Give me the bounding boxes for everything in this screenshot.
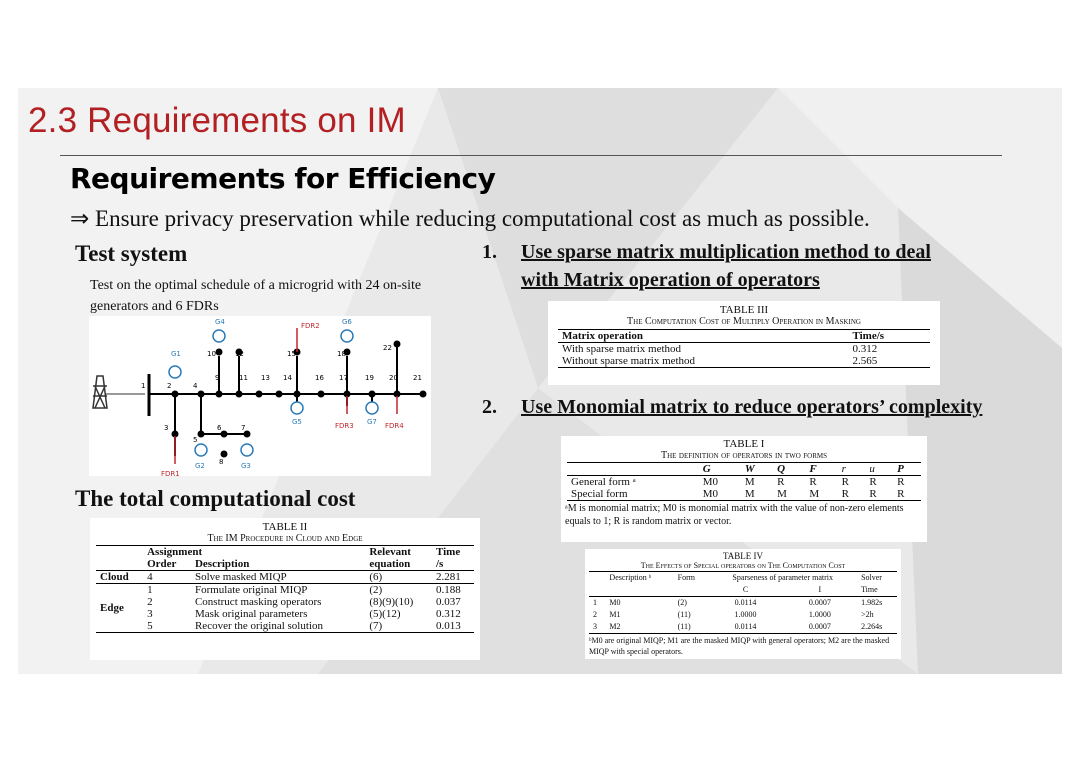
table-cell: Recover the original solution: [194, 620, 323, 632]
goal-statement: ⇒ Ensure privacy preservation while reducing computational cost as much as possible.: [70, 206, 870, 231]
table-cell: 0.037: [435, 596, 461, 608]
table-ii-group-cloud: Cloud: [100, 571, 129, 583]
table-cell: M: [744, 488, 755, 500]
node-label-21: 21: [413, 374, 422, 382]
feeder-label-fdr4: FDR4: [385, 422, 404, 430]
table-iv-header-form: Form: [677, 573, 695, 582]
table-cell: 2.565: [852, 355, 878, 367]
table-iv: [585, 549, 901, 659]
table-ii-header-relevant: Relevant: [369, 546, 411, 558]
table-cell: R: [777, 476, 785, 488]
table-cell: 1.0000: [808, 610, 831, 619]
node-label-14: 14: [283, 374, 292, 382]
test-system-heading: Test system: [75, 241, 188, 266]
table-ii-header-time: Time: [435, 546, 461, 558]
table-cell: M: [744, 476, 755, 488]
table-i-header-r: r: [841, 463, 846, 475]
table-row: [567, 476, 921, 489]
table-iii-grid: [558, 329, 930, 368]
table-ii-title: The IM Procedure in Cloud and Edge: [207, 533, 363, 544]
table-cell: Without sparse matrix method: [562, 355, 696, 367]
table-ii-header-assignment: Assignment: [147, 546, 203, 558]
method-1-text-line2: with Matrix operation of operators: [521, 269, 820, 291]
total-cost-heading: The total computational cost: [75, 486, 356, 511]
table-cell: Formulate original MIQP: [194, 584, 308, 596]
table-i-title: The definition of operators in two forms: [660, 450, 828, 461]
bus-nodes: [172, 341, 427, 458]
table-i-header-w: W: [744, 463, 755, 475]
table-iv-title: The Effects of Special operators on The Computation Cost: [640, 561, 846, 570]
node-label-15: 15: [287, 350, 296, 358]
table-cell: 2: [147, 596, 153, 608]
table-iii-header-operation: Matrix operation: [562, 330, 643, 342]
table-cell: Construct masking operators: [194, 596, 322, 608]
node-label-18: 18: [337, 350, 346, 358]
gen-label-g3: G3: [241, 462, 251, 470]
table-row: [589, 609, 897, 621]
node-label-5: 5: [193, 436, 198, 444]
table-iv-subheader-i: I: [818, 585, 822, 594]
table-iv-header-description: Description ᵇ: [609, 573, 652, 582]
table-i-caption: TABLE I: [723, 438, 765, 450]
table-i-header-u: u: [869, 463, 875, 475]
slide-title: 2.3 Requirements on IM: [28, 101, 406, 140]
feeder-arrows: [175, 328, 397, 464]
table-cell: Special form: [571, 488, 628, 500]
table-row: [589, 621, 897, 634]
table-cell: M0: [702, 476, 719, 488]
table-cell: R: [869, 476, 877, 488]
table-iv-grid: [589, 571, 897, 634]
table-cell: 0.0114: [734, 622, 757, 631]
node-label-7: 7: [241, 424, 246, 432]
node-label-22: 22: [383, 344, 392, 352]
table-cell: 5: [147, 620, 153, 632]
table-cell: 1.982s: [861, 598, 883, 607]
table-i-header-q: Q: [777, 463, 786, 475]
table-cell: R: [809, 476, 817, 488]
table-cell: 1: [593, 598, 597, 607]
gen-label-g4: G4: [215, 318, 225, 326]
table-cell: 2.281: [435, 571, 461, 583]
table-i-header-p: P: [897, 463, 904, 475]
gen-label-g2: G2: [195, 462, 205, 470]
table-cell: 0.312: [852, 343, 878, 355]
node-label-9: 9: [215, 374, 220, 382]
table-cell: 0.013: [435, 620, 461, 632]
table-cell: (5)(12): [369, 608, 401, 620]
method-2-text: Use Monomial matrix to reduce operators’ complexity: [521, 396, 983, 418]
section-subtitle: Requirements for Efficiency: [70, 162, 496, 195]
gen-label-g7: G7: [367, 418, 377, 426]
table-iii-title: The Computation Cost of Multiply Operation in Masking: [627, 316, 861, 327]
table-iv-header-sparseness: Sparseness of parameter matrix: [732, 573, 834, 582]
table-row: [567, 488, 921, 501]
microgrid-diagram: [89, 316, 431, 476]
slide-background: [18, 88, 1062, 674]
table-cell: 1: [147, 584, 153, 596]
table-cell: (2): [369, 584, 383, 596]
table-cell: 3: [147, 608, 153, 620]
table-ii: [90, 518, 480, 660]
table-iv-header-index: [589, 572, 605, 585]
method-2-number: 2.: [482, 396, 497, 418]
node-label-16: 16: [315, 374, 324, 382]
table-i-note: ᵃM is monomial matrix; M0 is monomial matrix with the value of non-zero elements equals to 1; R is random matrix or vector.: [565, 503, 904, 527]
table-cell: M1: [609, 610, 621, 619]
table-i-header-f: F: [809, 463, 817, 475]
table-row: [96, 596, 474, 608]
table-cell: 1.0000: [734, 610, 757, 619]
table-iv-caption: TABLE IV: [722, 551, 764, 561]
substation-icon: [93, 376, 107, 408]
table-cell: (8)(9)(10): [369, 596, 414, 608]
gen-label-g5: G5: [292, 418, 302, 426]
test-system-description: Test on the optimal schedule of a microgrid with 24 on-site generators and 6 FDRs: [90, 278, 422, 314]
method-1-text-line1: Use sparse matrix multiplication method to deal: [521, 241, 931, 263]
table-cell: With sparse matrix method: [562, 343, 682, 355]
title-divider: [60, 155, 1002, 156]
node-label-17: 17: [339, 374, 348, 382]
table-iii: [548, 301, 940, 385]
table-cell: M0: [702, 488, 719, 500]
method-1-line1: [521, 241, 931, 264]
table-cell: R: [841, 476, 849, 488]
table-cell: Mask original parameters: [194, 608, 308, 620]
table-ii-grid: [96, 545, 474, 633]
table-ii-header-equation: equation: [369, 558, 411, 570]
table-cell: >2h: [861, 610, 874, 619]
node-label-1: 1: [141, 382, 146, 390]
node-label-3: 3: [164, 424, 169, 432]
table-iii-caption: TABLE III: [719, 304, 769, 316]
feeder-label-fdr1: FDR1: [161, 470, 180, 476]
table-cell: (2): [677, 598, 687, 607]
table-cell: R: [897, 476, 905, 488]
node-label-6: 6: [217, 424, 222, 432]
table-ii-header-unit: /s: [435, 558, 444, 570]
table-cell: M2: [609, 622, 621, 631]
gen-label-g1: G1: [171, 350, 181, 358]
table-cell: (6): [369, 571, 383, 583]
microgrid-svg: [89, 316, 431, 476]
table-cell: R: [869, 488, 877, 500]
table-iv-subheader-c: C: [742, 585, 749, 594]
table-cell: 3: [593, 622, 597, 631]
table-cell: 2.264s: [861, 622, 883, 631]
node-label-19: 19: [365, 374, 374, 382]
table-row: [558, 343, 930, 356]
table-cell: 2: [593, 610, 597, 619]
table-iv-header-solver: Solver: [861, 573, 882, 582]
table-cell: M: [777, 488, 787, 500]
node-label-11: 11: [239, 374, 248, 382]
method-1-number: 1.: [482, 241, 497, 263]
table-row: [589, 597, 897, 610]
table-row: [558, 355, 930, 368]
table-cell: R: [841, 488, 849, 500]
table-iii-header-time: Time/s: [852, 330, 885, 342]
table-ii-header-order: Order: [147, 558, 177, 570]
table-i-header-blank: [567, 463, 699, 476]
table-i-grid: [567, 462, 921, 501]
table-cell: (11): [677, 610, 691, 619]
table-row: [96, 608, 474, 620]
method-1-line2: [521, 269, 820, 292]
feeder-label-fdr3: FDR3: [335, 422, 354, 430]
table-row: [96, 571, 474, 584]
table-cell: 0.0007: [808, 598, 831, 607]
table-iv-subheader-time: Time: [861, 585, 878, 594]
table-cell: Solve masked MIQP: [194, 571, 287, 583]
table-cell: 0.0007: [808, 622, 831, 631]
method-2-line1: [521, 396, 982, 419]
table-cell: (11): [677, 622, 691, 631]
table-cell: General form ᵃ: [571, 476, 636, 488]
table-cell: 0.312: [435, 608, 461, 620]
table-cell: R: [897, 488, 905, 500]
feeder-label-fdr2: FDR2: [301, 322, 320, 330]
table-cell: 4: [147, 571, 153, 583]
table-i: [561, 436, 927, 542]
table-cell: (7): [369, 620, 383, 632]
node-label-10: 10: [207, 350, 216, 358]
node-label-13: 13: [261, 374, 270, 382]
table-i-header-g: G: [702, 463, 711, 475]
table-cell: 0.188: [435, 584, 461, 596]
table-ii-header-description: Description: [194, 558, 250, 570]
node-label-20: 20: [389, 374, 398, 382]
table-row: [96, 584, 474, 597]
table-ii-caption: TABLE II: [262, 521, 308, 533]
table-cell: M: [809, 488, 820, 500]
table-cell: 0.0114: [734, 598, 757, 607]
table-cell: M0: [609, 598, 621, 607]
table-ii-group-edge: Edge: [100, 602, 124, 614]
table-iv-note: ᵇM0 are original MIQP; M1 are the masked MIQP with general operators; M2 are the masked MIQP with special operators.: [589, 636, 890, 656]
node-label-12: 12: [235, 350, 244, 358]
node-label-2: 2: [167, 382, 172, 390]
table-row: [96, 620, 474, 633]
node-label-4: 4: [193, 382, 198, 390]
node-label-8: 8: [219, 458, 224, 466]
gen-label-g6: G6: [342, 318, 352, 326]
